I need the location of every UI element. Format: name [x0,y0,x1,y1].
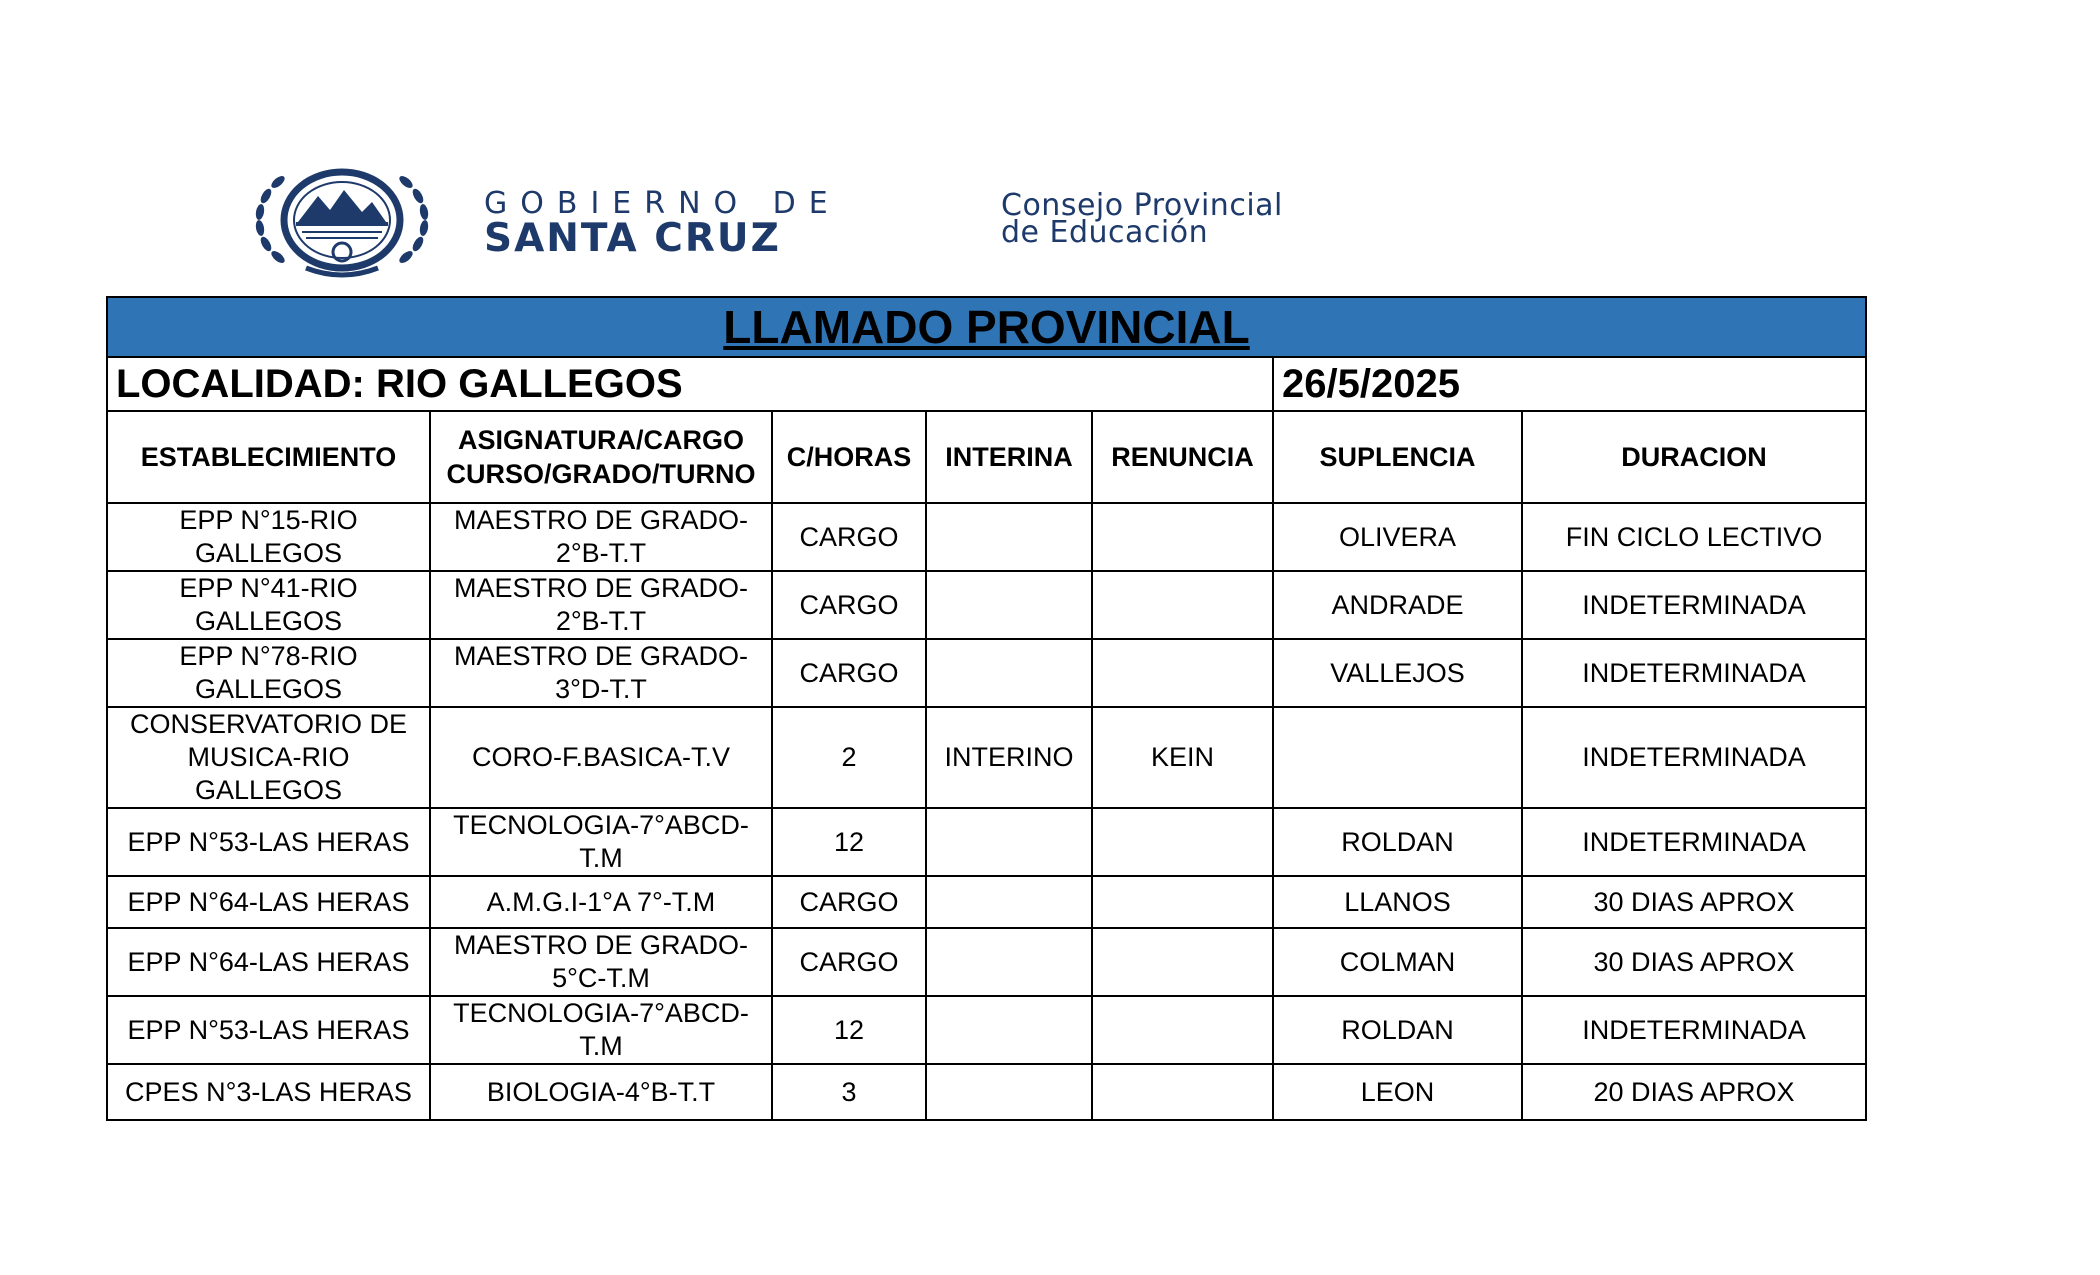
provincial-seal-logo [246,156,438,282]
table-cell: MAESTRO DE GRADO-5°C-T.M [430,928,772,996]
gov-line-2: SANTA CRUZ [484,216,781,261]
table-cell: INDETERMINADA [1522,996,1866,1064]
table-row [107,571,1866,639]
table-cell: BIOLOGIA-4°B-T.T [430,1064,772,1120]
table-cell [926,928,1092,996]
table-cell: INTERINO [926,707,1092,808]
table-cell: CARGO [772,503,926,571]
table-cell: TECNOLOGIA-7°ABCD-T.M [430,996,772,1064]
table-cell [1092,503,1273,571]
table-cell: VALLEJOS [1273,639,1522,707]
header-row [107,411,1866,503]
locality-label: LOCALIDAD: RIO GALLEGOS [116,361,683,406]
table-row [107,876,1866,928]
table-cell: CARGO [772,571,926,639]
table-cell: OLIVERA [1273,503,1522,571]
table-cell: 12 [772,808,926,876]
table-cell [1092,639,1273,707]
table-cell [926,639,1092,707]
council-line-1: Consejo Provincial [1001,188,1283,223]
table-cell [926,876,1092,928]
table-cell: CARGO [772,639,926,707]
table-cell [926,996,1092,1064]
table-row [107,1064,1866,1120]
table-cell: 30 DIAS APROX [1522,876,1866,928]
table-cell [1092,928,1273,996]
table-row [107,808,1866,876]
table-cell: EPP N°15-RIO GALLEGOS [107,503,430,571]
table-cell: ANDRADE [1273,571,1522,639]
table-cell: EPP N°41-RIO GALLEGOS [107,571,430,639]
table-row [107,996,1866,1064]
table-cell: EPP N°78-RIO GALLEGOS [107,639,430,707]
table-cell [1092,571,1273,639]
table-cell: EPP N°53-LAS HERAS [107,996,430,1064]
assignments-table [106,296,1867,1121]
table-cell: CARGO [772,876,926,928]
council-logo-text [1001,188,1283,250]
table-cell: EPP N°64-LAS HERAS [107,876,430,928]
table-cell: 12 [772,996,926,1064]
locality-cell [107,357,1273,411]
column-header: ESTABLECIMIENTO [107,411,430,503]
table-cell: INDETERMINADA [1522,808,1866,876]
title-row [107,297,1866,357]
table-cell: EPP N°64-LAS HERAS [107,928,430,996]
table-cell: KEIN [1092,707,1273,808]
column-header: DURACION [1522,411,1866,503]
table-body [107,503,1866,1120]
table-cell: LEON [1273,1064,1522,1120]
table-cell: 2 [772,707,926,808]
table-cell: 20 DIAS APROX [1522,1064,1866,1120]
table-cell [926,503,1092,571]
table-cell: ROLDAN [1273,996,1522,1064]
locality-row [107,357,1866,411]
table-cell: FIN CICLO LECTIVO [1522,503,1866,571]
table-cell: TECNOLOGIA-7°ABCD-T.M [430,808,772,876]
government-logo-text [484,186,841,261]
table-cell [1092,1064,1273,1120]
table-cell [926,1064,1092,1120]
table-cell: INDETERMINADA [1522,707,1866,808]
call-date: 26/5/2025 [1282,361,1460,406]
table-cell: INDETERMINADA [1522,639,1866,707]
gov-line-1: GOBIERNO DE [484,186,841,221]
column-header: INTERINA [926,411,1092,503]
column-header: SUPLENCIA [1273,411,1522,503]
table-cell: EPP N°53-LAS HERAS [107,808,430,876]
council-line-2: de Educación [1001,215,1209,250]
table-cell [1092,808,1273,876]
table-cell: MAESTRO DE GRADO-3°D-T.T [430,639,772,707]
date-cell [1273,357,1866,411]
table-cell [926,808,1092,876]
table-row [107,928,1866,996]
table-cell: CPES N°3-LAS HERAS [107,1064,430,1120]
table-cell: 3 [772,1064,926,1120]
table-cell: CARGO [772,928,926,996]
table-cell: CORO-F.BASICA-T.V [430,707,772,808]
table-cell: MAESTRO DE GRADO-2°B-T.T [430,571,772,639]
table-row [107,707,1866,808]
page-title: LLAMADO PROVINCIAL [723,301,1250,353]
table-cell: 30 DIAS APROX [1522,928,1866,996]
table-cell: A.M.G.I-1°A 7°-T.M [430,876,772,928]
column-header: RENUNCIA [1092,411,1273,503]
table-cell: ROLDAN [1273,808,1522,876]
table-cell: INDETERMINADA [1522,571,1866,639]
column-header: C/HORAS [772,411,926,503]
table-cell [926,571,1092,639]
table-row [107,639,1866,707]
table-cell [1092,876,1273,928]
table-cell: CONSERVATORIO DE MUSICA-RIO GALLEGOS [107,707,430,808]
title-cell [107,297,1866,357]
table-cell [1092,996,1273,1064]
table-cell: MAESTRO DE GRADO-2°B-T.T [430,503,772,571]
column-header: ASIGNATURA/CARGO CURSO/GRADO/TURNO [430,411,772,503]
table-row [107,503,1866,571]
table-cell: LLANOS [1273,876,1522,928]
table-cell [1273,707,1522,808]
table-cell: COLMAN [1273,928,1522,996]
